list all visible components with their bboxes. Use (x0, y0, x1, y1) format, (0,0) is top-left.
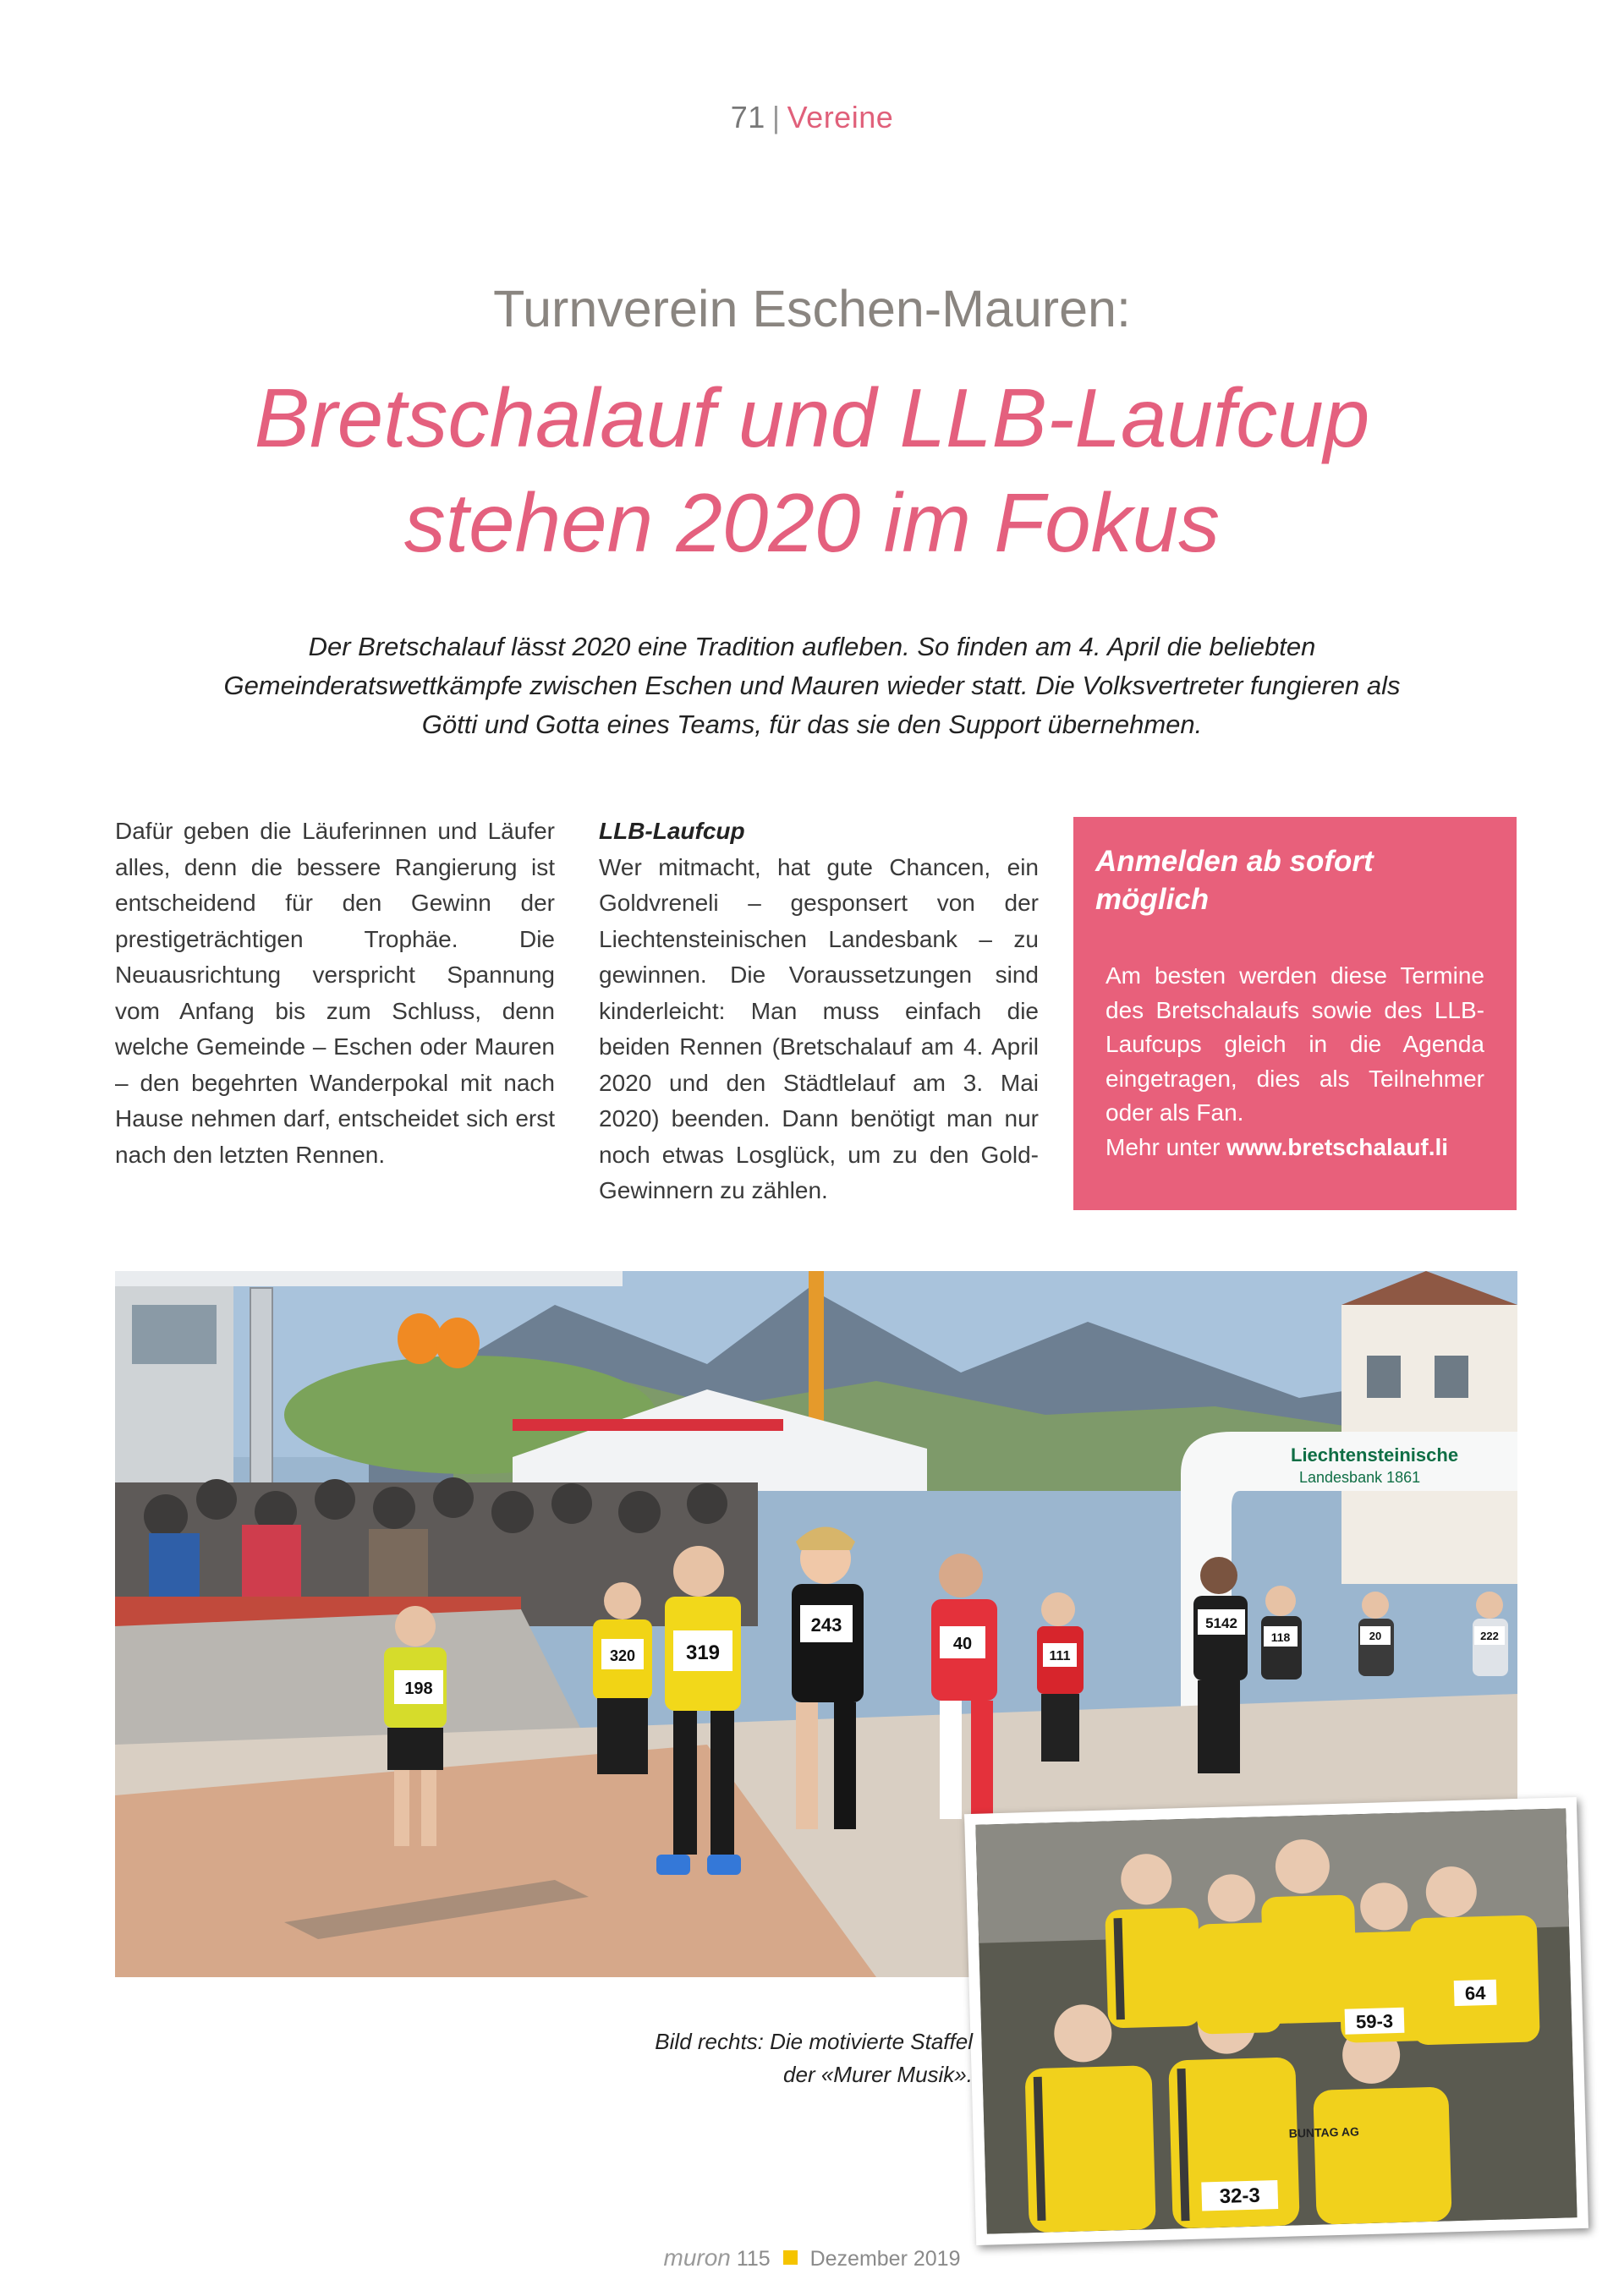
footer-brand: muron (663, 2244, 731, 2271)
svg-text:320: 320 (609, 1647, 636, 1664)
photo-caption (508, 2025, 973, 2091)
svg-text:40: 40 (952, 1635, 973, 1653)
svg-text:222: 222 (1480, 1630, 1499, 1642)
column-2-text: Wer mitmacht, hat gute Chancen, ein Goldvreneli – gesponsert von der Liechtensteinischen Landesbank – zu gewinnen. Die Voraussetzungen sind kinderleicht: Man muss einfach die beiden Rennen (Bretschalauf am 4. April 2020 und den Städtlelauf am 3. Mai 2020) beenden. Dann benötigt man nur noch etwas Losglück, um zu den Gold-Gewinnern zu zählen. (599, 853, 1039, 1203)
bib-59-3: 59-3 (1355, 2010, 1394, 2033)
info-box-more (1106, 1134, 1448, 1160)
website-link[interactable]: www.bretschalauf.li (1226, 1133, 1449, 1160)
footer-issue: 115 (736, 2247, 771, 2271)
article-lead: Der Bretschalauf lässt 2020 eine Tradition aufleben. So finden am 4. April die beliebten Gemeinderatswettkämpfe zwischen Eschen und Mauren wieder statt. Die Volksvertreter fungieren als Götti und Gotta eines Teams, für das sie den Support übernehmen. (223, 632, 1401, 739)
info-box-title: Anmelden ab sofort möglich (1095, 845, 1374, 916)
page-footer (0, 2244, 1624, 2271)
headline-line-1: Bretschalauf und LLB-Laufcup (254, 371, 1370, 464)
page-number: 71 (730, 100, 765, 134)
shirt-sponsor-text: BUNTAG AG (1288, 2124, 1360, 2140)
svg-text:243: 243 (810, 1614, 842, 1636)
info-box-text: Am besten werden diese Termine des Bretschalaufs sowie des LLB-Laufcups gleich in die Agenda eingetragen, dies als Teilnehmer oder als Fan. (1106, 962, 1484, 1126)
body-column-1: Dafür geben die Läuferinnen und Läufer alles, denn die bessere Rangierung ist entscheidend für den Gewinn der prestigeträchtigen Trophäe. Die Neuausrichtung verspricht Spannung vom Anfang bis zum Schluss, denn welche Gemeinde – Eschen oder Mauren – den begehrten Wanderpokal mit nach Hause nehmen darf, entscheidet sich erst nach den letzten Rennen. (115, 818, 555, 1168)
header-separator: | (771, 100, 781, 134)
bib-32-3: 32-3 (1219, 2184, 1261, 2208)
svg-text:20: 20 (1369, 1630, 1382, 1642)
more-prefix: Mehr unter (1106, 1133, 1227, 1160)
bib-319: 319 (685, 1641, 721, 1664)
svg-text:Landesbank 1861: Landesbank 1861 (1299, 1469, 1421, 1486)
runner-111 (1037, 1592, 1084, 1762)
column-subheading: LLB-Laufcup (599, 818, 745, 844)
svg-text:118: 118 (1270, 1630, 1291, 1644)
headline-line-2: stehen 2020 im Fokus (403, 476, 1221, 569)
caption-line-2: der «Murer Musik». (783, 2062, 973, 2087)
article-kicker: Turnverein Eschen-Mauren: (493, 280, 1131, 337)
bib-64: 64 (1464, 1982, 1486, 2004)
arch-banner-text: Liechtensteinische (1291, 1444, 1459, 1466)
svg-text:5142: 5142 (1205, 1615, 1237, 1631)
caption-line-1: Bild rechts: Die motivierte Staffel (655, 2029, 973, 2054)
info-box (1073, 817, 1517, 1210)
inset-photo-relay-team (964, 1797, 1588, 2245)
runner-118 (1261, 1586, 1302, 1680)
bib-198: 198 (404, 1680, 433, 1698)
info-box-body (1106, 959, 1484, 1164)
page-header (0, 100, 1624, 135)
article-headline (135, 365, 1489, 575)
relay-team-illustration (975, 1808, 1577, 2233)
section-name: Vereine (787, 100, 894, 134)
footer-date: Dezember 2019 (809, 2247, 961, 2271)
runner-20 (1358, 1592, 1394, 1676)
footer-square-icon (783, 2250, 798, 2265)
svg-text:111: 111 (1049, 1649, 1071, 1663)
runner-222 (1473, 1592, 1508, 1676)
body-column-2 (599, 814, 1039, 1209)
